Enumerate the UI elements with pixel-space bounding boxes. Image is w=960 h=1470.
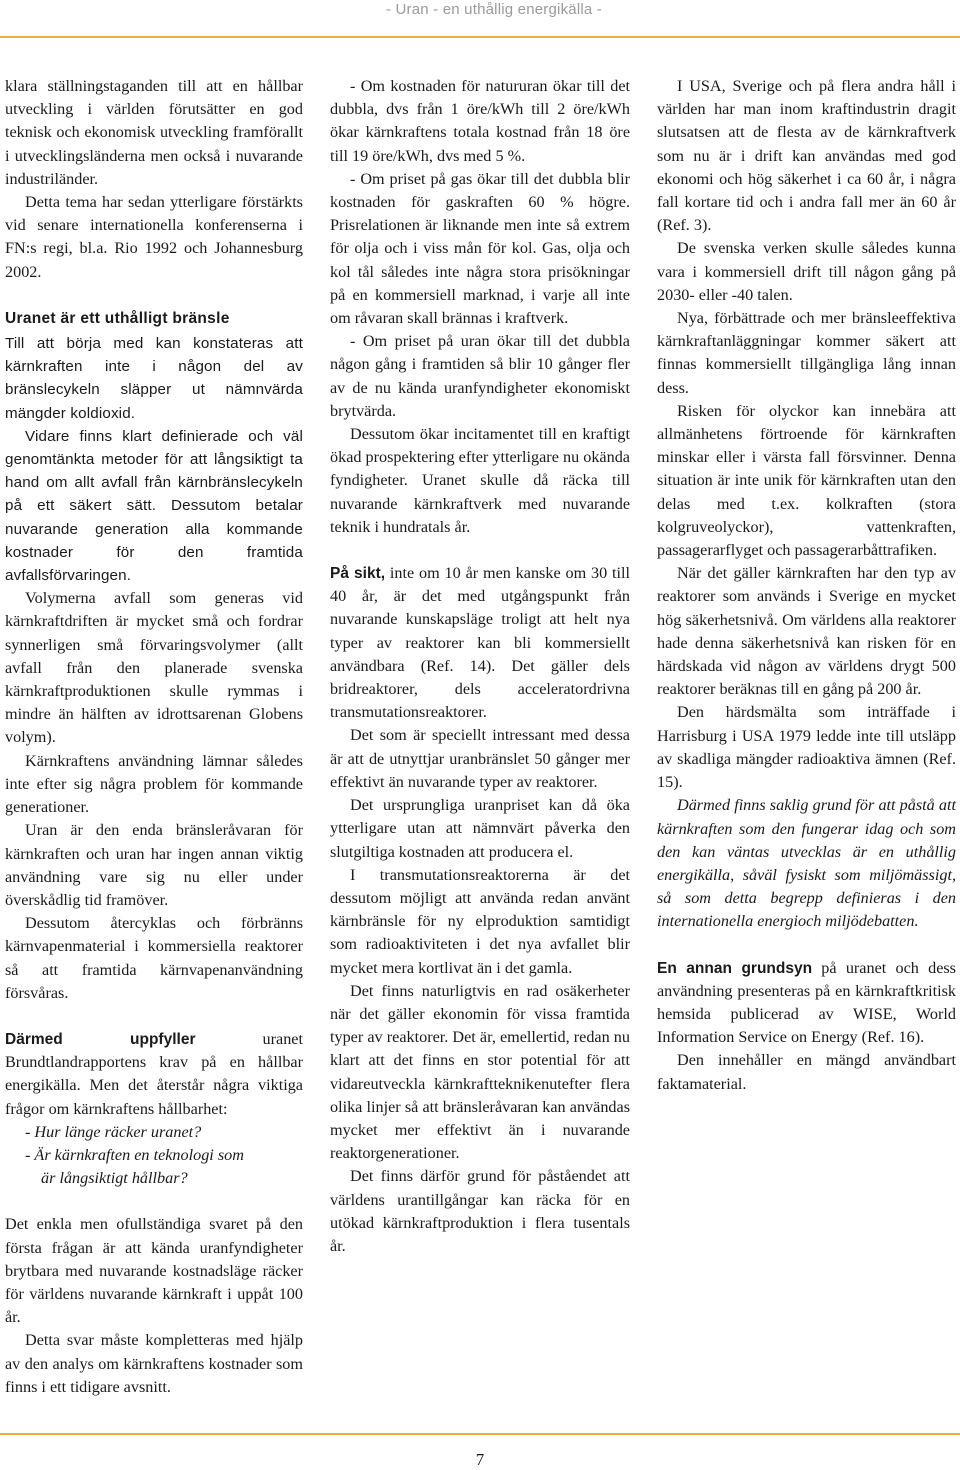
column-2: [330, 75, 630, 1258]
paragraph: Det finns därför grund för påståendet att världens urantillgångar kan räcka för en utökad kärnkraftproduktion i flera tusentals år.: [330, 1167, 630, 1255]
paragraph: Till att börja med kan konstateras att kärnkraften inte i någon del av bränslecykeln släpper ut nämnvärda mängder koldioxid.: [5, 335, 303, 422]
paragraph: Det som är speciellt intressant med dessa är att de utnyttjar uranbränslet 50 gånger mer effektivt än nuvarande typer av reaktorer.: [330, 726, 630, 791]
paragraph: Vidare finns klart definierade och väl genomtänkta metoder för att långsiktigt ta hand om allt avfall från kärnbränslecykeln på ett säkert sätt. Dessutom betalar nuvarande generation alla kommande kostnader för den framtida avfallsförvaringen.: [5, 427, 303, 585]
section-heading: Uranet är ett uthålligt bränsle: [5, 309, 230, 327]
paragraph: Detta svar måste kompletteras med hjälp av den analys om kärnkraftens kostnader som finns i ett tidigare avsnitt.: [5, 1331, 303, 1396]
paragraph: - Om priset på uran ökar till det dubbla någon gång i framtiden så blir 10 gånger fler av de nu kända uranfyndigheter ekonomiskt brytvärda.: [330, 332, 630, 420]
paragraph: När det gäller kärnkraften har den typ av reaktorer som används i Sverige en mycket hög säkerhetsnivå. Om världens alla reaktorer hade denna säkerhetsnivå kan risken för en härdskada vid någon av världens drygt 500 reaktorer beräknas till en gång på 200 år.: [657, 564, 956, 699]
paragraph: De svenska verken skulle således kunna vara i kommersiell drift till någon gång på 2030- eller -40 talen.: [657, 239, 956, 304]
paragraph: Detta tema har sedan ytterligare förstärkts vid senare internationella konferenserna i FN:s regi, bl.a. Rio 1992 och Johannesburg 2002.: [5, 193, 303, 281]
question-item-continued: är långsiktigt hållbar?: [41, 1169, 188, 1188]
paragraph: [330, 562, 630, 724]
running-header: - Uran - en uthållig energikälla -: [385, 1, 602, 18]
run-in-lead: Därmed uppfyller: [5, 1030, 196, 1048]
paragraph: I USA, Sverige och på flera andra håll i världen har man inom kraftindustrin dragit slutsatsen att de flesta av de kärnkraftverk som nu är i drift kan användas med god ekonomi och hög säkerhet i ca 60 år, i några fall kortare tid och i andra fall mer än 60 år (Ref. 3).: [657, 77, 956, 235]
run-in-lead: På sikt,: [330, 565, 386, 583]
paragraph: Volymerna avfall som generas vid kärnkraftdriften är mycket små och fordrar synnerligen små förvaringsvolymer (allt avfall från den planerade svenska kärnkraftproduktionen skulle rymmas i mindre än hälften av idrottsarenan Globens volym).: [5, 589, 303, 747]
paragraph: Uran är den enda bränsleråvaran för kärnkraften och uran har ingen annan viktig användning vare sig nu eller under överskådlig tid framöver.: [5, 821, 303, 909]
paragraph: Det ursprungliga uranpriset kan då öka ytterligare utan att nämnvärt påverka den slutgiltiga kostnaden att producera el.: [330, 796, 630, 861]
column-1: [5, 75, 303, 1399]
paragraph: Dessutom ökar incitamentet till en kraftigt ökad prospektering efter ytterligare nu okända fyndigheter. Uranet skulle då räcka till nuvarande kärnkraftverk med nuvarande teknik i hundratals år.: [330, 425, 630, 536]
question-item: - Hur länge räcker uranet?: [25, 1122, 202, 1141]
paragraph-text: inte om 10 år men kanske om 30 till 40 år, är det med utgångspunkt från nuvarande kunskapsläge troligt att helt nya typer av reaktorer kan bli kommersiellt användbara (Ref. 14). Det gäller dels bridreaktorer, dels acceleratordrivna transmutationsreaktorer.: [330, 564, 631, 722]
paragraph: I transmutationsreaktorerna är det dessutom möjligt att använda redan använt kärnbränsle för ny elproduktion samtidigt som radioaktiviteten i det nya avfallet blir mycket mera kortlivat än i det gamla.: [330, 865, 630, 977]
header-rule: [0, 36, 960, 38]
paragraph: [657, 957, 956, 1050]
page-number: 7: [475, 1450, 485, 1469]
paragraph: [5, 1028, 303, 1121]
paragraph: Den härdsmälta som inträffade i Harrisburg i USA 1979 ledde inte till utsläpp av skadliga mängder radioaktiva ämnen (Ref. 15).: [657, 703, 956, 792]
paragraph: Risken för olyckor kan innebära att allmänhetens förtroende för kärnkraften minskar eller i värsta fall försvinner. Denna situation är inte unik för kärnkraften utan den delas med t.ex. kolkraften (stora kolgruveolyckor), vattenkraften, passagerarflyget och passagerarbåttrafiken.: [657, 401, 956, 560]
paragraph: Den innehåller en mängd användbart faktamaterial.: [657, 1051, 956, 1093]
run-in-lead: En annan grundsyn: [657, 959, 813, 977]
paragraph: - Om priset på gas ökar till det dubbla blir kostnaden för gaskraften 60 % högre. Prisrelationen är liknande men inte så extrem för olja och i viss mån för kol. Gas, olja och kol tål således inte några stora prisökningar på en kommersiell marknad, i varje all inte om råvaran skall brännas i kraftverk.: [330, 169, 630, 328]
paragraph: Kärnkraftens användning lämnar således inte efter sig några problem för kommande generationer.: [5, 751, 303, 817]
paragraph-text: uranet Brundtlandrapportens krav på en hållbar energikälla. Men det återstår några viktiga frågor om kärnkraftens hållbarhet:: [5, 1029, 303, 1118]
paragraph: Det enkla men ofullständiga svaret på den första frågan är att kända uranfyndigheter brytbara med nuvarande kostnadsläge räcker för världens nuvarande kärnkraft i uppåt 100 år.: [5, 1215, 303, 1327]
paragraph-text: på uranet och dess användning presenteras på en kärnkraftkritisk hemsida publicerad av WISE, World Information Service on Energy (Ref. 16).: [657, 958, 956, 1047]
question-item: - Är kärnkraften en teknologi som: [25, 1145, 244, 1164]
column-3: [657, 75, 956, 1096]
paragraph: - Om kostnaden för natururan ökar till det dubbla, dvs från 1 öre/kWh till 2 öre/kWh ökar kärnkraftens totala kostnad från 18 öre till 19 öre/kWh, dvs med 5 %.: [330, 77, 630, 165]
footer-rule: [0, 1433, 960, 1435]
paragraph: Det finns naturligtvis en rad osäkerheter när det gäller ekonomin för vissa framtida typer av reaktorer. Det är, emellertid, redan nu klart att det finns en stor potential för att vidareutveckla kärnkraftteknikenutefter flera olika linjer så att bränsleråvaran kan användas mycket mer effektivt än i nuvarande reaktorgenerationer.: [330, 981, 630, 1163]
paragraph: klara ställningstaganden till att en hållbar utveckling i världen förutsätter en god teknisk och ekonomisk utveckling framförallt i utvecklingsländerna men också i nuvarande industriländer.: [5, 77, 303, 188]
paragraph: Dessutom återcyklas och förbränns kärnvapenmaterial i kommersiella reaktorer så att framtida kärnvapenanvändning försvåras.: [5, 914, 303, 1002]
paragraph-conclusion: Därmed finns saklig grund för att påstå att kärnkraften som den fungerar idag och som den kan väntas utvecklas är en uthållig energikälla, såväl fysiskt som miljömässigt, så som detta begrepp definieras i den internationella energioch miljödebatten.: [657, 796, 956, 931]
paragraph: Nya, förbättrade och mer bränsleeffektiva kärnkraftanläggningar kommer säkert att finnas kommersiellt tillgängliga lång innan dess.: [657, 309, 956, 397]
